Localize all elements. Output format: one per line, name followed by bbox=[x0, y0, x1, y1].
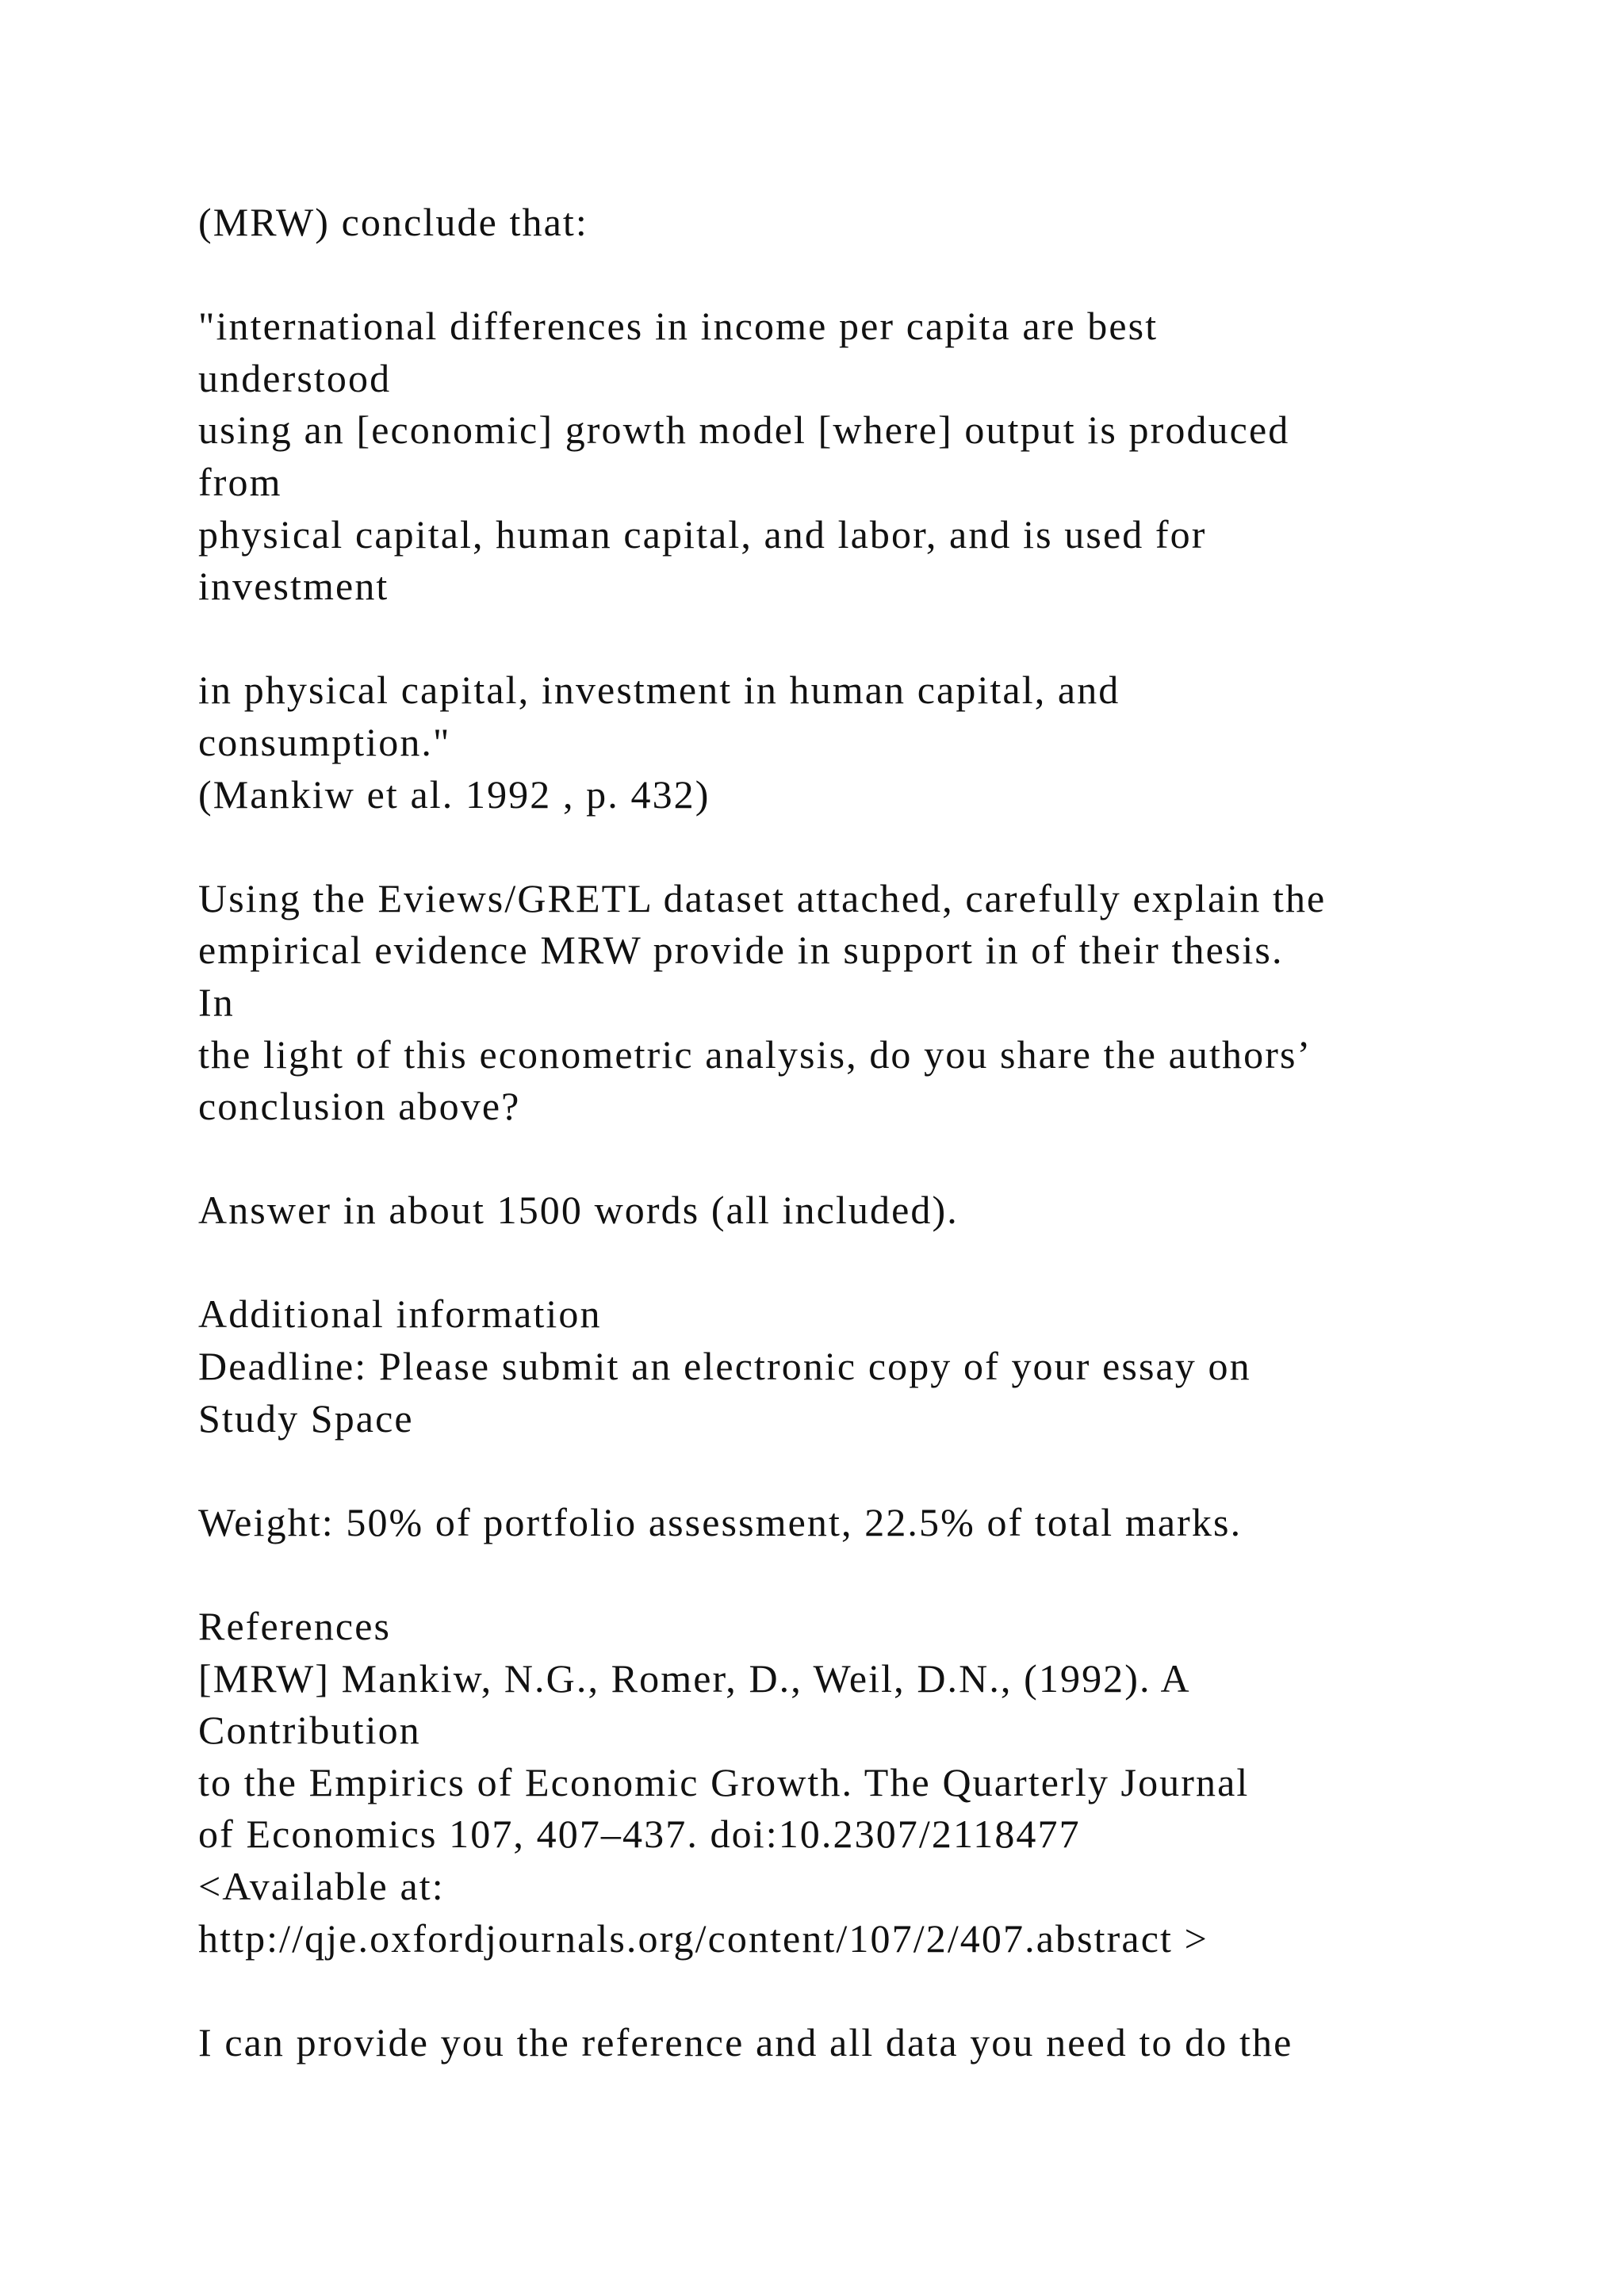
text-line: Study Space bbox=[198, 1395, 414, 1441]
text-line: "international differences in income per capita are best bbox=[198, 304, 1159, 349]
text-line: the light of this econometric analysis, do you share the authors’ bbox=[198, 1031, 1312, 1077]
text-line: Using the Eviews/GRETL dataset attached, carefully explain the bbox=[198, 875, 1327, 920]
reference-line: of Economics 107, 407–437. doi:10.2307/2118477 bbox=[198, 1812, 1081, 1857]
blank-line bbox=[198, 1548, 1515, 1601]
text-line: physical capital, human capital, and labor, and is used for bbox=[198, 511, 1207, 557]
blank-line bbox=[198, 821, 1515, 873]
document-body bbox=[198, 197, 1515, 2068]
citation-line: (Mankiw et al. 1992 , p. 432) bbox=[198, 771, 710, 817]
reference-line: <Available at: bbox=[198, 1864, 445, 1908]
text-line: in physical capital, investment in human capital, and bbox=[198, 668, 1120, 713]
blank-line bbox=[198, 1133, 1515, 1185]
section-heading: References bbox=[198, 1604, 392, 1649]
text-line: understood bbox=[198, 355, 392, 400]
reference-line: to the Empirics of Economic Growth. The Quarterly Journal bbox=[198, 1759, 1250, 1804]
blank-line bbox=[198, 613, 1515, 665]
text-line: Answer in about 1500 words (all included). bbox=[198, 1188, 959, 1233]
text-line: Deadline: Please submit an electronic copy of your essay on bbox=[198, 1344, 1251, 1389]
reference-line: Contribution bbox=[198, 1708, 421, 1753]
text-line: In bbox=[198, 979, 235, 1024]
text-line: (MRW) conclude that: bbox=[198, 200, 588, 244]
text-line: conclusion above? bbox=[198, 1084, 521, 1129]
section-heading: Additional information bbox=[198, 1292, 602, 1337]
text-line: Weight: 50% of portfolio assessment, 22.5% of total marks. bbox=[198, 1499, 1243, 1544]
reference-line: [MRW] Mankiw, N.G., Romer, D., Weil, D.N., (1992). A bbox=[198, 1655, 1191, 1701]
text-line: from bbox=[198, 459, 282, 504]
text-line: consumption." bbox=[198, 719, 451, 764]
text-line: investment bbox=[198, 564, 389, 609]
blank-line bbox=[198, 1445, 1515, 1497]
blank-line bbox=[198, 1965, 1515, 2017]
blank-line bbox=[198, 1237, 1515, 1289]
blank-line bbox=[198, 249, 1515, 301]
text-line: I can provide you the reference and all data you need to do the bbox=[198, 2019, 1293, 2064]
reference-url: http://qje.oxfordjournals.org/content/107/2/407.abstract > bbox=[198, 1915, 1208, 1961]
text-line: empirical evidence MRW provide in support in of their thesis. bbox=[198, 928, 1284, 973]
text-line: using an [economic] growth model [where] output is produced bbox=[198, 408, 1290, 453]
